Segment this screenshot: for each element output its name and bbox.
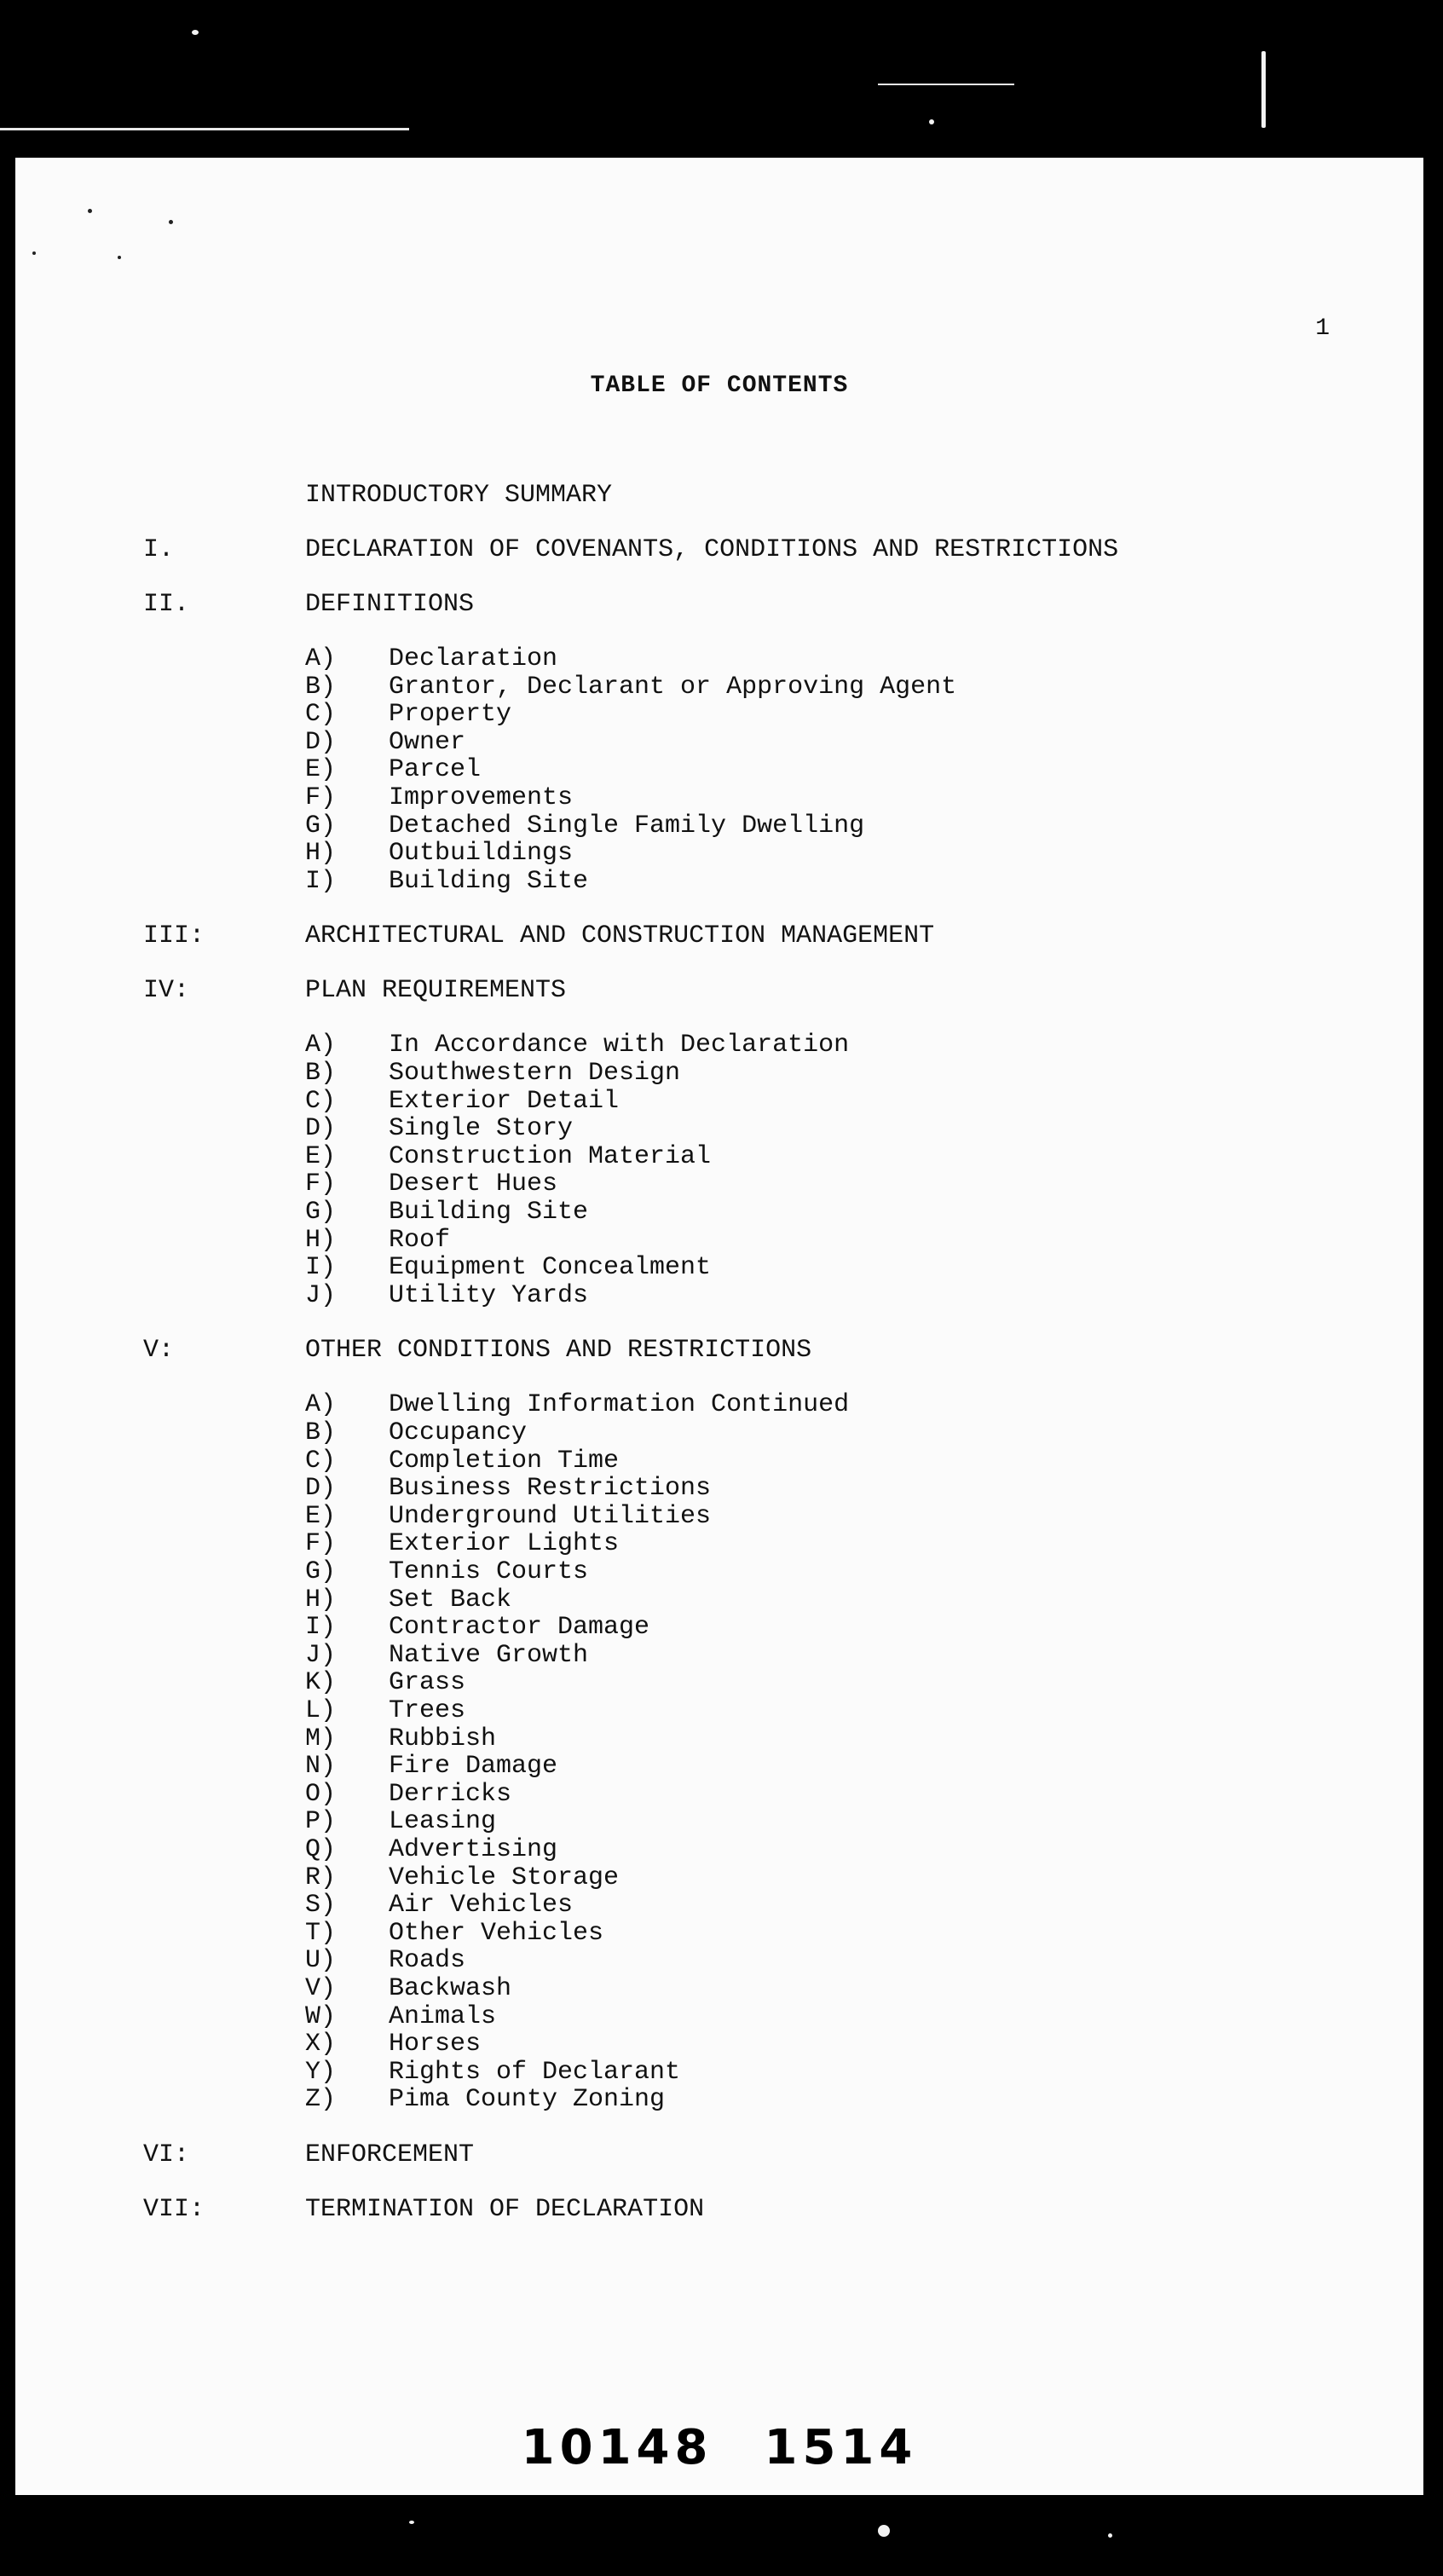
toc-item-title: Declaration bbox=[389, 644, 558, 673]
toc-section-number: IV: bbox=[143, 976, 190, 1006]
toc-item-letter: I) bbox=[305, 866, 337, 896]
toc-item-letter: P) bbox=[305, 1807, 337, 1837]
toc-section-number: VII: bbox=[143, 2195, 205, 2224]
toc-item-letter: J) bbox=[305, 1640, 337, 1670]
toc-item-title: Desert Hues bbox=[389, 1170, 558, 1199]
toc-item-title: Animals bbox=[389, 2001, 497, 2031]
scan-speck bbox=[118, 256, 121, 259]
toc-section-title: ENFORCEMENT bbox=[305, 2140, 475, 2169]
toc-item-letter: B) bbox=[305, 1059, 337, 1088]
toc-item-letter: I) bbox=[305, 1253, 337, 1283]
document-stamp-number bbox=[15, 2420, 1423, 2475]
toc-item-letter: S) bbox=[305, 1891, 337, 1920]
scan-artifact-line bbox=[878, 84, 1014, 85]
scan-border-bottom bbox=[0, 2495, 1443, 2576]
toc-item-letter: H) bbox=[305, 1225, 337, 1255]
toc-item-letter: D) bbox=[305, 1114, 337, 1144]
toc-section-title: INTRODUCTORY SUMMARY bbox=[305, 481, 613, 510]
toc-item-title: Building Site bbox=[389, 1198, 589, 1227]
toc-item-title: In Accordance with Declaration bbox=[389, 1031, 850, 1060]
toc-item-letter: B) bbox=[305, 1418, 337, 1447]
toc-item-letter: D) bbox=[305, 727, 337, 757]
toc-item-title: Pima County Zoning bbox=[389, 2085, 666, 2115]
page-number: 1 bbox=[1315, 315, 1330, 342]
stamp-number-left: 10148 bbox=[521, 2420, 713, 2475]
scan-speck bbox=[88, 209, 92, 213]
toc-section-number: I. bbox=[143, 535, 175, 564]
toc-section-title: ARCHITECTURAL AND CONSTRUCTION MANAGEMENT bbox=[305, 921, 935, 951]
toc-section-number: VI: bbox=[143, 2140, 190, 2169]
toc-item-title: Owner bbox=[389, 727, 466, 757]
toc-item-title: Utility Yards bbox=[389, 1280, 589, 1310]
toc-item-title: Grass bbox=[389, 1668, 466, 1698]
toc-item-letter: H) bbox=[305, 839, 337, 869]
toc-item-title: Detached Single Family Dwelling bbox=[389, 811, 865, 840]
stamp-number-right: 1514 bbox=[764, 2420, 918, 2475]
toc-item-title: Occupancy bbox=[389, 1418, 528, 1447]
scan-speck bbox=[169, 220, 173, 224]
toc-item-title: Contractor Damage bbox=[389, 1613, 650, 1643]
toc-item-title: Roof bbox=[389, 1225, 451, 1255]
toc-item-letter: F) bbox=[305, 1529, 337, 1559]
toc-item-title: Horses bbox=[389, 2030, 482, 2059]
toc-item-title: Tennis Courts bbox=[389, 1557, 589, 1586]
toc-item-letter: E) bbox=[305, 755, 337, 785]
toc-section-title: TERMINATION OF DECLARATION bbox=[305, 2195, 705, 2224]
toc-section-title: DEFINITIONS bbox=[305, 590, 475, 619]
toc-item-letter: C) bbox=[305, 1446, 337, 1476]
scan-speck bbox=[1108, 2533, 1112, 2538]
toc-item-title: Derricks bbox=[389, 1779, 512, 1809]
scan-speck bbox=[929, 119, 934, 124]
toc-section-number: II. bbox=[143, 590, 190, 619]
toc-item-letter: G) bbox=[305, 811, 337, 840]
toc-item-letter: G) bbox=[305, 1557, 337, 1586]
toc-item-title: Rights of Declarant bbox=[389, 2057, 681, 2087]
scan-artifact-line bbox=[0, 128, 409, 130]
toc-item-title: Trees bbox=[389, 1696, 466, 1725]
toc-item-letter: U) bbox=[305, 1946, 337, 1976]
toc-item-letter: V) bbox=[305, 1974, 337, 2003]
document-page bbox=[15, 158, 1423, 2495]
toc-item-title: Improvements bbox=[389, 783, 574, 812]
toc-item-title: Outbuildings bbox=[389, 839, 574, 869]
toc-section-number: III: bbox=[143, 921, 205, 951]
toc-item-title: Vehicle Storage bbox=[389, 1863, 620, 1892]
toc-item-title: Underground Utilities bbox=[389, 1501, 712, 1531]
toc-item-title: Exterior Detail bbox=[389, 1086, 620, 1116]
toc-item-title: Southwestern Design bbox=[389, 1059, 681, 1088]
toc-item-letter: I) bbox=[305, 1613, 337, 1643]
toc-item-letter: A) bbox=[305, 1390, 337, 1420]
toc-item-title: Parcel bbox=[389, 755, 482, 785]
scan-speck bbox=[409, 2521, 414, 2524]
toc-item-title: Construction Material bbox=[389, 1141, 712, 1171]
toc-item-title: Air Vehicles bbox=[389, 1891, 574, 1920]
toc-item-letter: R) bbox=[305, 1863, 337, 1892]
toc-item-title: Single Story bbox=[389, 1114, 574, 1144]
toc-item-letter: E) bbox=[305, 1501, 337, 1531]
toc-item-letter: E) bbox=[305, 1141, 337, 1171]
toc-item-letter: Q) bbox=[305, 1835, 337, 1864]
toc-item-title: Building Site bbox=[389, 866, 589, 896]
scan-speck bbox=[1261, 51, 1266, 128]
toc-item-letter: Z) bbox=[305, 2085, 337, 2115]
toc-item-letter: D) bbox=[305, 1474, 337, 1504]
toc-section-number: V: bbox=[143, 1336, 175, 1366]
toc-item-letter: W) bbox=[305, 2001, 337, 2031]
toc-item-title: Dwelling Information Continued bbox=[389, 1390, 850, 1420]
toc-item-title: Roads bbox=[389, 1946, 466, 1976]
toc-item-title: Fire Damage bbox=[389, 1752, 558, 1782]
toc-item-letter: C) bbox=[305, 1086, 337, 1116]
toc-section-title: OTHER CONDITIONS AND RESTRICTIONS bbox=[305, 1336, 812, 1366]
toc-item-title: Business Restrictions bbox=[389, 1474, 712, 1504]
toc-item-letter: B) bbox=[305, 672, 337, 702]
toc-item-title: Advertising bbox=[389, 1835, 558, 1864]
toc-item-letter: G) bbox=[305, 1198, 337, 1227]
scan-speck bbox=[878, 2525, 890, 2537]
toc-item-letter: N) bbox=[305, 1752, 337, 1782]
toc-item-title: Leasing bbox=[389, 1807, 497, 1837]
toc-item-letter: H) bbox=[305, 1585, 337, 1614]
toc-item-letter: T) bbox=[305, 1918, 337, 1948]
toc-item-letter: Y) bbox=[305, 2057, 337, 2087]
toc-item-title: Grantor, Declarant or Approving Agent bbox=[389, 672, 957, 702]
toc-item-letter: O) bbox=[305, 1779, 337, 1809]
page-title: TABLE OF CONTENTS bbox=[590, 373, 849, 399]
toc-item-letter: K) bbox=[305, 1668, 337, 1698]
toc-item-title: Other Vehicles bbox=[389, 1918, 604, 1948]
toc-item-letter: M) bbox=[305, 1724, 337, 1753]
toc-item-letter: A) bbox=[305, 644, 337, 673]
toc-item-letter: F) bbox=[305, 783, 337, 812]
toc-item-title: Backwash bbox=[389, 1974, 512, 2003]
toc-item-title: Property bbox=[389, 700, 512, 730]
toc-section-title: DECLARATION OF COVENANTS, CONDITIONS AND RESTRICTIONS bbox=[305, 535, 1119, 564]
toc-item-title: Equipment Concealment bbox=[389, 1253, 712, 1283]
scan-speck bbox=[192, 30, 199, 35]
toc-item-title: Exterior Lights bbox=[389, 1529, 620, 1559]
toc-item-letter: L) bbox=[305, 1696, 337, 1725]
toc-item-letter: F) bbox=[305, 1170, 337, 1199]
toc-item-letter: X) bbox=[305, 2030, 337, 2059]
toc-item-title: Set Back bbox=[389, 1585, 512, 1614]
toc-item-title: Rubbish bbox=[389, 1724, 497, 1753]
toc-item-letter: C) bbox=[305, 700, 337, 730]
toc-item-title: Native Growth bbox=[389, 1640, 589, 1670]
scan-speck bbox=[32, 251, 36, 255]
toc-section-title: PLAN REQUIREMENTS bbox=[305, 976, 567, 1006]
toc-item-letter: J) bbox=[305, 1280, 337, 1310]
scan-border-top bbox=[0, 0, 1443, 158]
toc-item-letter: A) bbox=[305, 1031, 337, 1060]
toc-item-title: Completion Time bbox=[389, 1446, 620, 1476]
